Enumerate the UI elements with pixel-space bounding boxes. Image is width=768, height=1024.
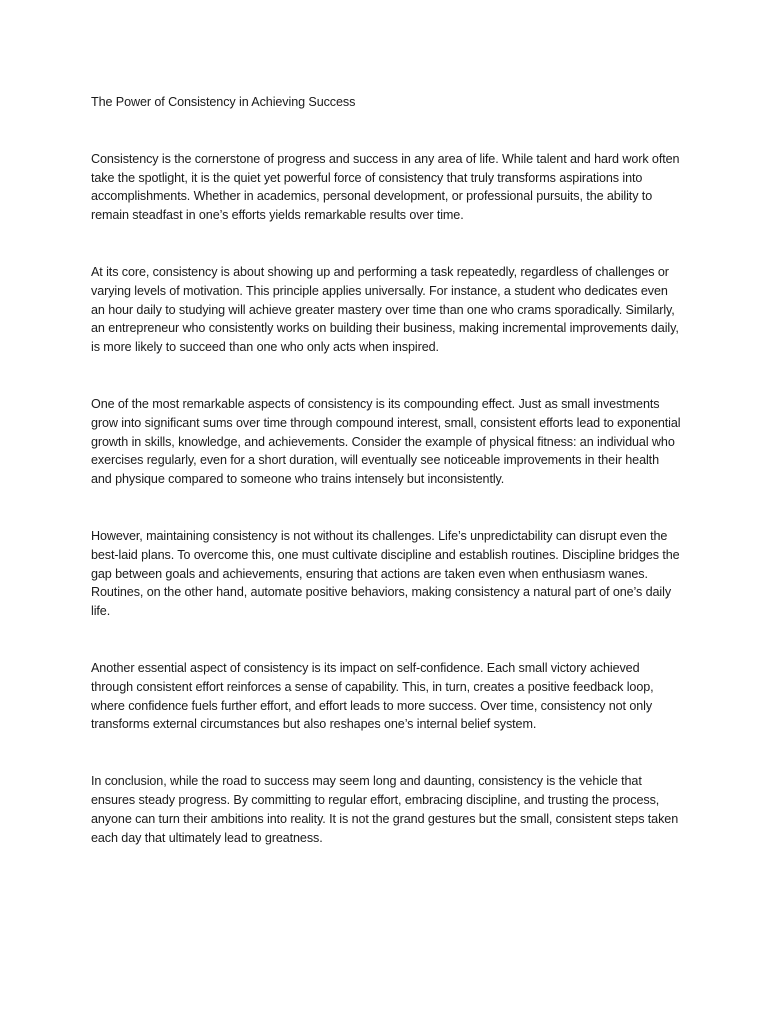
spacer [91, 489, 681, 527]
document-title: The Power of Consistency in Achieving Success [91, 95, 356, 109]
paragraph-6: In conclusion, while the road to success may seem long and daunting, consistency is the vehicle that ensures steady progress. By committing to regular effort, embracing discipline, and trusting the process, anyone can turn their ambitions into reality. It is not the grand gestures but the small, consistent steps taken each day that ultimately lead to greatness. [91, 774, 679, 845]
paragraph-1: Consistency is the cornerstone of progress and success in any area of life. While talent and hard work often take the spotlight, it is the quiet yet powerful force of consistency that truly transforms aspirations into accomplishments. Whether in academics, personal development, or professional pursuits, the ability to remain steadfast in one’s efforts yields remarkable results over time. [91, 151, 680, 223]
spacer [91, 112, 681, 150]
spacer [91, 357, 681, 395]
spacer [91, 225, 681, 263]
paragraph-2: At its core, consistency is about showing up and performing a task repeatedly, regardless of challenges or varying levels of motivation. This principle applies universally. For instance, a student who dedicates even an hour daily to studying will achieve greater mastery over time than one who crams sporadically. Similarly, an entrepreneur who consistently works on building their business, making incremental improvements daily, is more likely to succeed than one who only acts when inspired. [91, 264, 679, 355]
document-body [91, 93, 681, 847]
paragraph-3: One of the most remarkable aspects of consistency is its compounding effect. Just as small investments grow into significant sums over time through compound interest, small, consistent efforts lead to exponential growth in skills, knowledge, and achievements. Consider the example of physical fitness: an individual who exercises regularly, even for a short duration, will eventually see noticeable improvements in their health and physique compared to someone who trains intensely but inconsistently. [91, 396, 681, 487]
spacer [91, 621, 681, 659]
paragraph-4: However, maintaining consistency is not without its challenges. Life’s unpredictability can disrupt even the best-laid plans. To overcome this, one must cultivate discipline and establish routines. Discipline bridges the gap between goals and achievements, ensuring that actions are taken even when enthusiasm wanes. Routines, on the other hand, automate positive behaviors, making consistency a natural part of one’s daily life. [91, 528, 680, 619]
paragraph-5: Another essential aspect of consistency is its impact on self-confidence. Each small victory achieved through consistent effort reinforces a sense of capability. This, in turn, creates a positive feedback loop, where confidence fuels further effort, and effort leads to more success. Over time, consistency not only transforms external circumstances but also reshapes one’s internal belief system. [91, 660, 654, 732]
spacer [91, 734, 681, 772]
